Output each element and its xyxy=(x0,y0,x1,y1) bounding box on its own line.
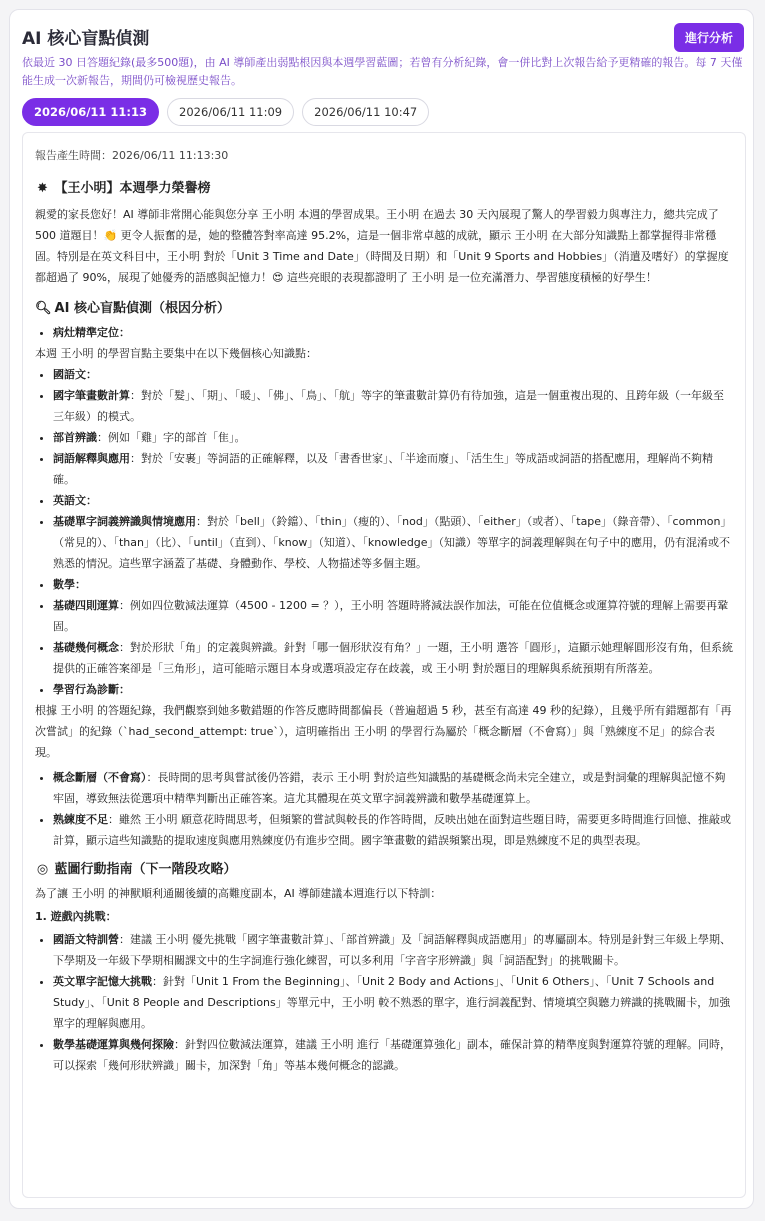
list-item: • 病灶精準定位： xyxy=(53,322,733,343)
section-heading-honor: ✸ 【王小明】本週學力榮譽榜 xyxy=(35,178,733,200)
sparkle-star-icon: ✸ xyxy=(37,181,48,196)
honor-paragraph: 親愛的家長您好！AI 導師非常開心能與您分享 王小明 本週的學習成果。王小明 在過去 30 天內展現了驚人的學習毅力與專注力，總共完成了 500 道題目！👏 更令人振奮的是，她的整體答對率高達 95.2%，這是一個非常卓越的成就，顯示 王小明 在大部分知識點上都掌握得非常穩固。特別是在英文科目中，王小明 對於「Unit 3 Time and Date」（時間及日期）和「Unit 9 Sports and Hobbies」（消遣及嗜好）的掌握度都超過了 90%，展現了她優秀的語感與記憶力！😍 這些亮眼的表現都證明了 王小明 是一位充滿潛力、學習態度積極的好學生！ xyxy=(35,208,729,284)
list-item: • 基礎四則運算：例如四位數減法運算（4500 - 1200 = ？），王小明 答題時將減法誤作加法，可能在位值概念或運算符號的理解上需要再鞏固。 xyxy=(53,595,733,637)
analyze-button[interactable]: 進行分析 xyxy=(674,23,744,52)
panel-title: AI 核心盲點偵測 xyxy=(22,29,150,49)
plan-intro: 為了讓 王小明 的神獸順利通關後續的高難度副本，AI 導師建議本週進行以下特訓： xyxy=(35,887,442,900)
list-item: • 國語文： xyxy=(53,364,733,385)
panel-description: 依最近 30 日答題紀錄(最多500題)，由 AI 導師產出弱點根因與本週學習藍圖；若曾有分析紀錄，會一併比對上次報告給予更精確的報告。每 7 天僅能生成一次新報告，期間仍可檢視歷史報告。 xyxy=(22,56,743,87)
list-item: • 詞語解釋與應用：對於「安裹」等詞語的正確解釋，以及「書香世家」、「半途而廢」、「活生生」等成語或詞語的搭配應用，理解尚不夠精確。 xyxy=(53,448,733,490)
behavior-paragraph: 根據 王小明 的答題紀錄，我們觀察到她多數錯題的作答反應時間都偏長（普遍超過 5 秒，甚至有高達 49 秒的紀錄），且幾乎所有錯題都有「再次嘗試」的紀錄（`had_second_attempt: true`），這明確指出 王小明 的學習行為屬於「概念斷層（不會寫）」與「熟練度不足」的綜合表現。 xyxy=(35,704,732,759)
report-timestamp: 報告產生時間：2026/06/11 11:13:30 xyxy=(35,149,229,162)
list-item: • 基礎幾何概念：對於形狀「角」的定義與辨識。針對「哪一個形狀沒有角？」一題，王小明 選答「圓形」，這顯示她理解圓形沒有角，但系統提供的正確答案卻是「三角形」，這可能暗示題目本身或選項設定存在歧義，或 王小明 對於題目的理解與系統預期有所落差。 xyxy=(53,637,733,679)
list-item: • 數學基礎運算與幾何探險：針對四位數減法運算，建議 王小明 進行「基礎運算強化」副本，確保計算的精準度與對運算符號的理解。同時，可以探索「幾何形狀辨識」關卡，加深對「角」等基本幾何概念的認識。 xyxy=(53,1034,733,1076)
tab-report-1[interactable]: 2026/06/11 11:13 xyxy=(22,98,159,126)
list-item: • 國字筆畫數計算：對於「髮」、「期」、「暖」、「佛」、「鳥」、「航」等字的筆畫數計算仍有待加強，這是一個重複出現的、且跨年級（一年級至三年級）的模式。 xyxy=(53,385,733,427)
section-heading-analysis: 🔍︎ AI 核心盲點偵測（根因分析） xyxy=(35,298,733,320)
magnifier-icon: 🔍︎ xyxy=(35,301,52,316)
target-icon: ◎ xyxy=(36,862,49,877)
list-item: • 國語文特訓營：建議 王小明 優先挑戰「國字筆畫數計算」、「部首辨識」及「詞語解釋與成語應用」的專屬副本。特別是針對三年級上學期、下學期及一年級下學期相關課文中的生字詞進行強化練習，可以多利用「字音字形辨識」與「詞語配對」的挑戰關卡。 xyxy=(53,929,733,971)
game-challenge-heading: 1. 遊戲內挑戰： xyxy=(35,910,117,923)
knowledge-list xyxy=(35,364,733,700)
list-item: • 基礎單字詞義辨識與情境應用：對於「bell」（鈴鐺）、「thin」（瘦的）、「nod」（點頭）、「either」（或者）、「tape」（錄音帶）、「common」（常見的）、「than」（比）、「until」（直到）、「know」（知道）、「knowledge」（知識）等單字的詞義理解與在句子中的應用，仍有混淆或不熟悉的情況。這些單字涵蓋了基礎、身體動作、學校、人物描述等多個主題。 xyxy=(53,511,733,574)
list-item: • 數學： xyxy=(53,574,733,595)
section-heading-plan: ◎ 藍圖行動指南（下一階段攻略） xyxy=(35,859,733,881)
analysis-list xyxy=(35,322,733,343)
training-list xyxy=(35,929,733,1076)
blind-spot-panel xyxy=(9,9,754,1209)
tab-report-2[interactable]: 2026/06/11 11:09 xyxy=(167,98,294,126)
list-item: • 英語文： xyxy=(53,490,733,511)
list-item: • 部首辨識：例如「雞」字的部首「隹」。 xyxy=(53,427,733,448)
tab-report-3[interactable]: 2026/06/11 10:47 xyxy=(302,98,429,126)
list-item: • 熟練度不足：雖然 王小明 願意花時間思考，但頻繁的嘗試與較長的作答時間，反映出她在面對這些題目時，需要更多時間進行回憶、推敲或計算，顯示這些知識點的提取速度與應用熟練度仍有進步空間。國字筆畫數的錯誤頻繁出現，即是熟練度不足的典型表現。 xyxy=(53,809,733,851)
report-history-tabs xyxy=(22,98,429,126)
list-item: • 英文單字記憶大挑戰：針對「Unit 1 From the Beginning」、「Unit 2 Body and Actions」、「Unit 6 Others」、「Unit 7 Schools and Study」、「Unit 8 People and Descriptions」等單元中，王小明 較不熟悉的單字，進行詞義配對、情境填空與聽力辨識的挑戰關卡，加強單字的理解與應用。 xyxy=(53,971,733,1034)
report-body xyxy=(22,132,746,1198)
diagnosis-list xyxy=(35,767,733,851)
list-item: • 學習行為診斷： xyxy=(53,679,733,700)
list-item: • 概念斷層（不會寫）：長時間的思考與嘗試後仍答錯，表示 王小明 對於這些知識點的基礎概念尚未完全建立，或是對詞彙的理解與記憶不夠牢固，導致無法從選項中精準判斷出正確答案。這尤其體現在英文單字詞義辨識和數學基礎運算上。 xyxy=(53,767,733,809)
locate-paragraph: 本週 王小明 的學習盲點主要集中在以下幾個核心知識點： xyxy=(35,347,317,360)
